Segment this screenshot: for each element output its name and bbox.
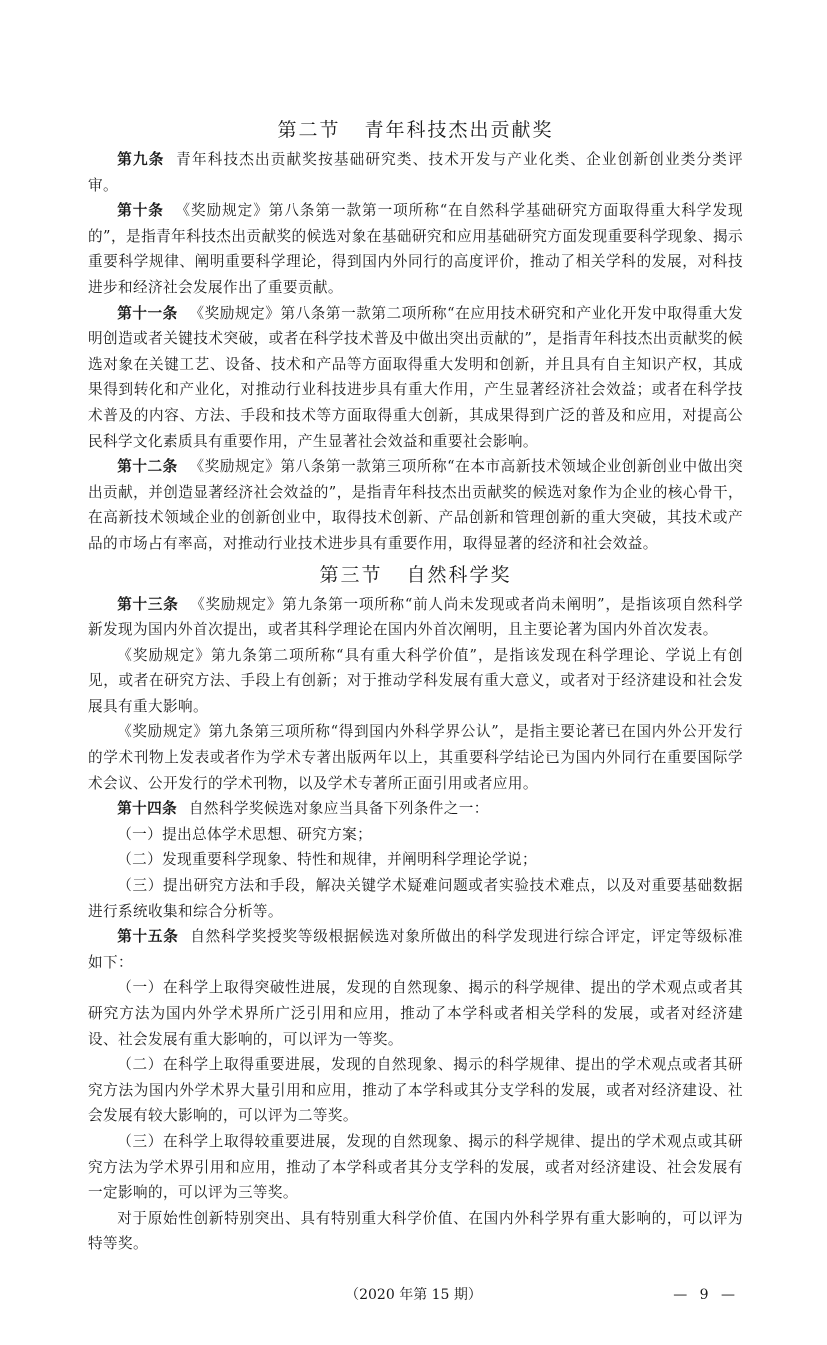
page-number: — 9 —	[673, 1286, 740, 1303]
article-12	[88, 454, 743, 556]
list-item	[88, 873, 743, 924]
article-label: 第十三条	[117, 595, 179, 613]
section-number: 第二节	[277, 119, 341, 141]
article-text: 《奖励规定》第八条第一款第一项所称“在自然科学基础研究方面取得重大科学发现的”，是指青年科技杰出贡献奖的候选对象在基础研究和应用基础研究方面发现重要科学现象、揭示重要科学规律、阐明重要科学理论，得到国内外同行的高度评价，推动了相关学科的发展，对科技进步和经济社会发展作出了重要贡献。	[88, 202, 743, 296]
paragraph-text: 对于原始性创新特别突出、具有特别重大科学价值、在国内外科学界有重大影响的，可以评为特等奖。	[88, 1209, 743, 1253]
paragraph-text: 《奖励规定》第九条第三项所称“得到国内外科学界公认”，是指主要论著已在国内外公开发行的学术刊物上发表或者作为学术专著出版两年以上，其重要科学结论已为国内外同行在重要国际学术会议、公开发行的学术刊物，以及学术专著所正面引用或者应用。	[88, 723, 743, 792]
article-label: 第十一条	[117, 304, 178, 322]
paragraph	[88, 719, 743, 796]
document-body	[88, 0, 743, 1257]
list-item-text: （一）提出总体学术思想、研究方案；	[117, 825, 373, 843]
list-item	[88, 1052, 743, 1129]
list-item-text: （二）在科学上取得重要进展，发现的自然现象、揭示的科学规律、提出的学术观点或者其研究方法为国内外学术界大量引用和应用，推动了本学科或其分支学科的发展，或者对经济建设、社会发展有较大影响的，可以评为二等奖。	[88, 1056, 743, 1125]
article-label: 第九条	[117, 151, 165, 168]
page-footer	[88, 1285, 739, 1305]
article-13	[88, 592, 743, 643]
article-text: 自然科学奖授奖等级根据候选对象所做出的科学发现进行综合评定，评定等级标准如下：	[88, 928, 743, 971]
article-text: 《奖励规定》第八条第一款第二项所称“在应用技术研究和产业化开发中取得重大发明创造或者关键技术突破，或者在科学技术普及中做出突出贡献的”，是指青年科技杰出贡献奖的候选对象在关键工艺、设备、技术和产品等方面取得重大发明和创新，并且具有自主知识产权，其成果得到转化和产业化，对推动行业科技进步具有重大作用，产生显著经济社会效益；或者在科学技术普及的内容、方法、手段和技术等方面取得重大创新，其成果得到广泛的普及和应用，对提高公民科学文化素质具有重要作用，产生显著社会效益和重要社会影响。	[88, 304, 744, 450]
article-label: 第十五条	[117, 928, 179, 946]
section-title	[88, 560, 743, 590]
list-item	[88, 822, 743, 848]
list-item	[88, 847, 743, 873]
article-label: 第十条	[117, 202, 164, 220]
list-item	[88, 1129, 743, 1206]
article-text: 《奖励规定》第九条第一项所称“前人尚未发现或者尚未阐明”，是指该项自然科学新发现为国内外首次提出，或者其科学理论在国内外首次阐明，且主要论著为国内外首次发表。	[88, 595, 743, 639]
article-11	[88, 301, 743, 455]
article-text: 自然科学奖候选对象应当具备下列条件之一：	[188, 800, 489, 818]
list-item-text: （三）提出研究方法和手段，解决关键学术疑难问题或者实验技术难点，以及对重要基础数据进行系统收集和综合分析等。	[88, 877, 743, 920]
article-text: 青年科技杰出贡献奖按基础研究类、技术开发与产业化类、企业创新创业类分类评审。	[88, 151, 744, 194]
list-item-text: （三）在科学上取得较重要进展，发现的自然现象、揭示的科学规律、提出的学术观点或其研究方法为学术界引用和应用，推动了本学科或者其分支学科的发展，或者对经济建设、社会发展有一定影响的，可以评为三等奖。	[88, 1132, 743, 1202]
article-label: 第十二条	[117, 458, 178, 476]
section-name: 自然科学奖	[406, 563, 512, 586]
article-10	[88, 198, 743, 300]
paragraph	[88, 1206, 743, 1257]
article-9	[88, 147, 743, 198]
article-15	[88, 924, 743, 975]
article-label: 第十四条	[117, 800, 178, 818]
section-name: 青年科技杰出贡献奖	[364, 119, 554, 141]
article-14	[88, 796, 743, 822]
list-item	[88, 975, 743, 1052]
list-item-text: （二）发现重要科学现象、特性和规律，并阐明科学理论学说；	[117, 851, 538, 869]
list-item-text: （一）在科学上取得突破性进展，发现的自然现象、揭示的科学规律、提出的学术观点或者其研究方法为国内外学术界所广泛引用和应用，推动了本学科或者相关学科的发展，或者对经济建设、社会发展有重大影响的，可以评为一等奖。	[88, 979, 743, 1048]
section-number: 第三节	[319, 563, 383, 586]
paragraph	[88, 643, 743, 720]
article-text: 《奖励规定》第八条第一款第三项所称“在本市高新技术领域企业创新创业中做出突出贡献，并创造显著经济社会效益的”，是指青年科技杰出贡献奖的候选对象作为企业的核心骨干，在高新技术领域企业的创新创业中，取得技术创新、产品创新和管理创新的重大突破，其技术或产品的市场占有率高，对推动行业技术进步具有重要作用，取得显著的经济和社会效益。	[88, 458, 744, 552]
issue-label: （2020 年第 15 期）	[345, 1286, 482, 1303]
section-title	[88, 115, 743, 145]
paragraph-text: 《奖励规定》第九条第二项所称“具有重大科学价值”，是指该发现在科学理论、学说上有创见，或者在研究方法、手段上有创新；对于推动学科发展有重大意义，或者对于经济建设和社会发展具有重大影响。	[88, 646, 743, 715]
